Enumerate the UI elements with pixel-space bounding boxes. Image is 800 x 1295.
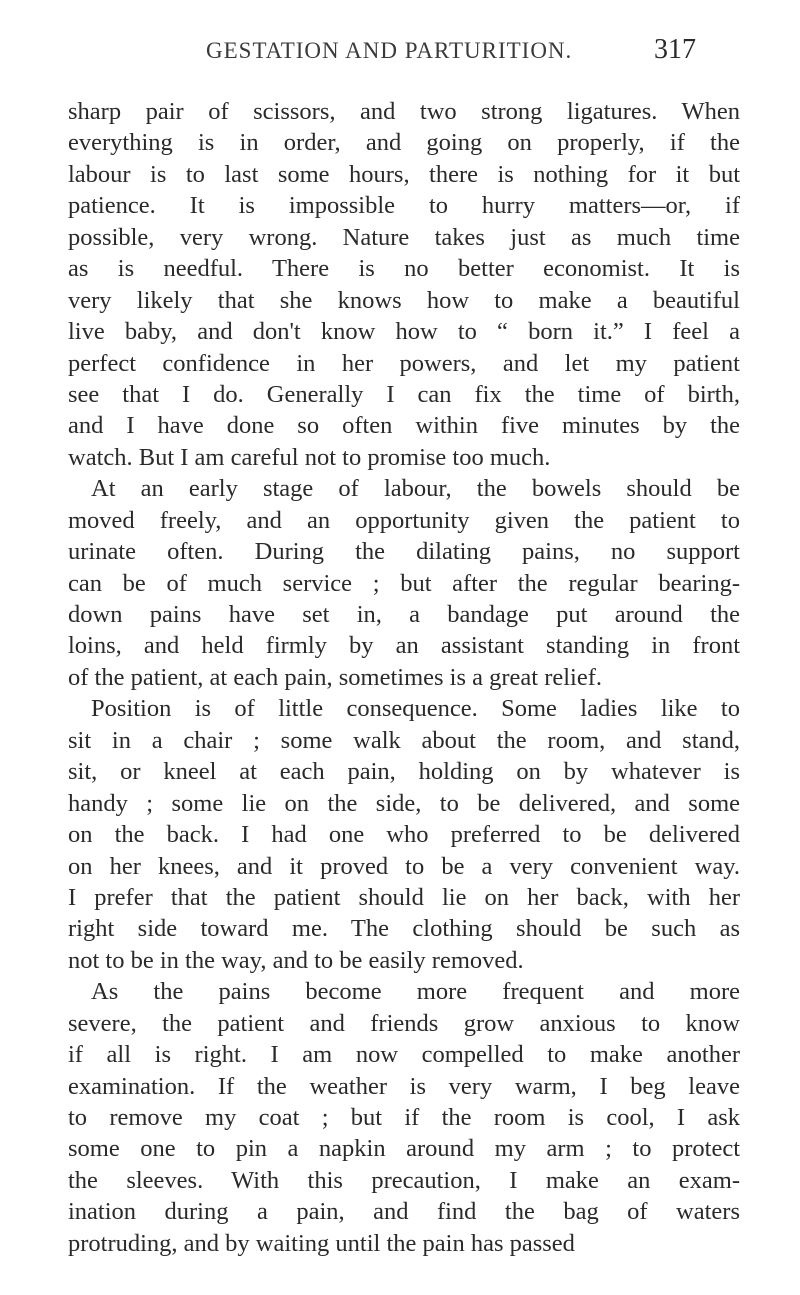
text-line: not to be in the way, and to be easily removed.	[68, 946, 524, 974]
text-line: patience. It is impossible to hurry matters—or, if	[68, 192, 740, 220]
text-line: possible, very wrong. Nature takes just as much time	[68, 223, 740, 251]
text-line: urinate often. During the dilating pains, no support	[68, 538, 740, 566]
running-head	[0, 34, 800, 78]
body-text	[68, 96, 740, 1259]
text-line: I prefer that the patient should lie on her back, with her	[68, 883, 740, 911]
text-line: very likely that she knows how to make a beautiful	[68, 286, 740, 314]
text-line: the sleeves. With this precaution, I make an exam-	[68, 1166, 740, 1194]
text-line: severe, the patient and friends grow anxious to know	[68, 1009, 740, 1037]
text-line: ination during a pain, and find the bag of waters	[68, 1198, 740, 1226]
text-line: Position is of little consequence. Some ladies like to	[91, 695, 740, 723]
text-line: right side toward me. The clothing should be such as	[68, 915, 740, 943]
text-line: As the pains become more frequent and more	[91, 978, 740, 1006]
text-line: protruding, and by waiting until the pain has passed	[68, 1229, 575, 1257]
text-line: and I have done so often within five minutes by the	[68, 412, 740, 440]
text-line: as is needful. There is no better economist. It is	[68, 255, 740, 283]
text-line: down pains have set in, a bandage put around the	[68, 601, 740, 628]
text-line: to remove my coat ; but if the room is cool, I ask	[68, 1104, 740, 1131]
text-line: loins, and held firmly by an assistant standing in front	[68, 632, 740, 660]
running-title: GESTATION AND PARTURITION.	[206, 38, 573, 63]
text-line: everything is in order, and going on properly, if the	[68, 129, 740, 157]
text-line: see that I do. Generally I can fix the time of birth,	[68, 380, 740, 408]
text-line: perfect confidence in her powers, and let my patient	[68, 349, 740, 377]
text-line: handy ; some lie on the side, to be delivered, and some	[68, 789, 740, 817]
text-line: watch. But I am careful not to promise too much.	[68, 443, 551, 471]
text-line: on her knees, and it proved to be a very convenient way.	[68, 852, 740, 880]
text-line: sit, or kneel at each pain, holding on by whatever is	[68, 758, 740, 786]
text-line: examination. If the weather is very warm, I beg leave	[68, 1072, 740, 1100]
text-line: on the back. I had one who preferred to be delivered	[68, 821, 740, 849]
text-line: some one to pin a napkin around my arm ; to protect	[68, 1135, 740, 1163]
paragraph	[68, 693, 740, 976]
text-line: sit in a chair ; some walk about the room, and stand,	[68, 726, 740, 754]
text-line: if all is right. I am now compelled to make another	[68, 1041, 740, 1069]
text-line: sharp pair of scissors, and two strong ligatures. When	[68, 98, 740, 125]
text-line: of the patient, at each pain, sometimes is a great relief.	[68, 663, 603, 691]
page-number: 317	[654, 34, 696, 65]
text-line: At an early stage of labour, the bowels should be	[91, 475, 740, 503]
paragraph	[68, 96, 740, 473]
text-line: live baby, and don't know how to “ born it.” I feel a	[68, 318, 740, 346]
paragraph	[68, 976, 740, 1259]
text-line: moved freely, and an opportunity given the patient to	[68, 506, 740, 534]
paragraph	[68, 473, 740, 693]
text-line: can be of much service ; but after the regular bearing-	[68, 569, 740, 597]
text-line: labour is to last some hours, there is nothing for it but	[68, 160, 740, 188]
